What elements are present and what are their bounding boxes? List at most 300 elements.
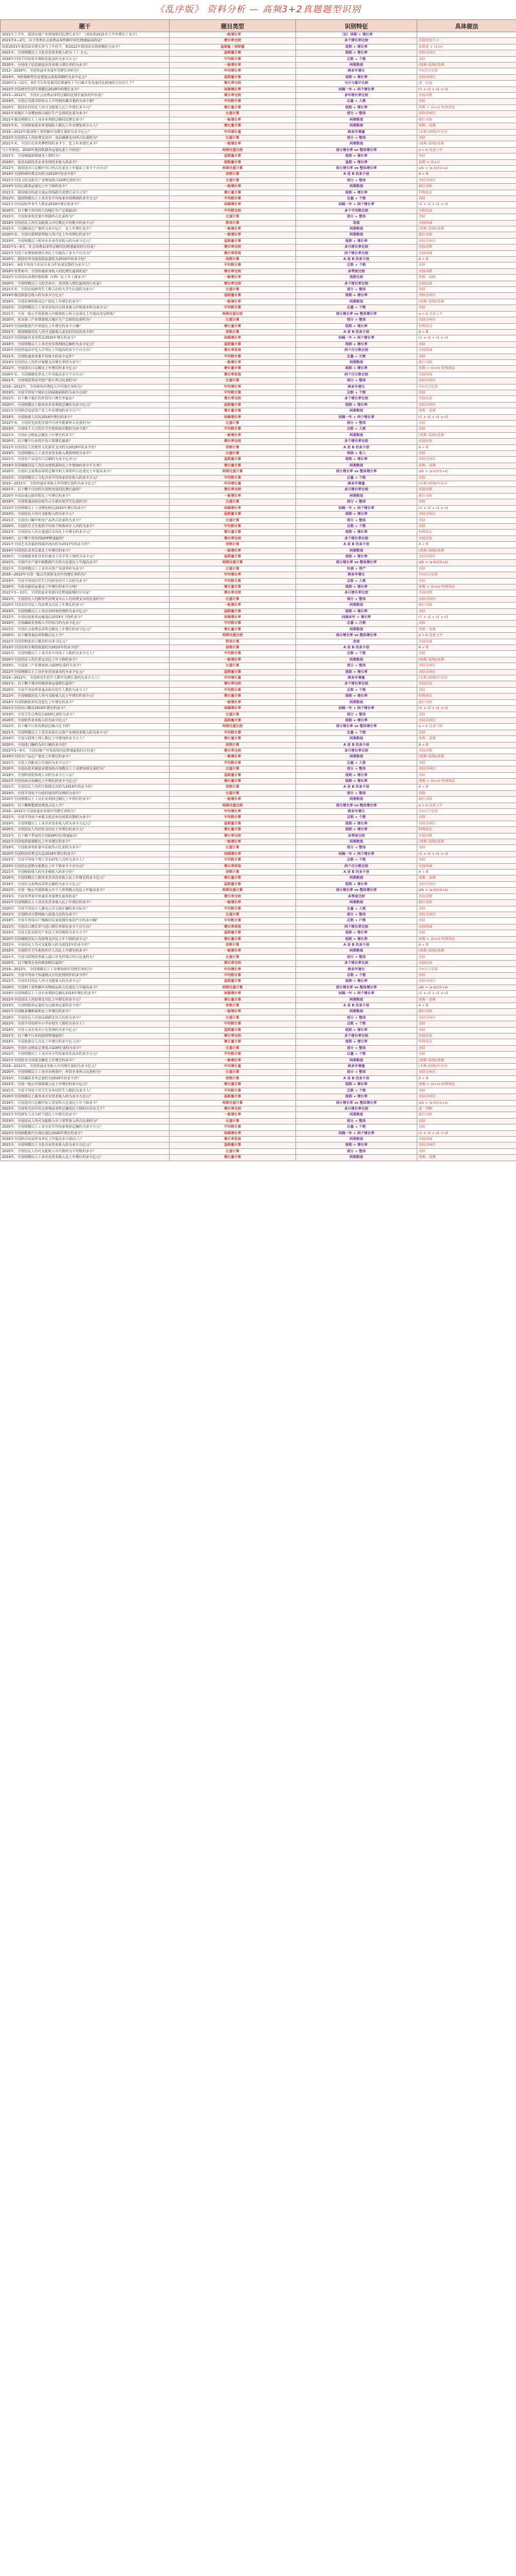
- question-cell: 2018年各季度中，全国快递业务收入同比增长最快的是？: [1, 268, 170, 274]
- feature-cell: 两期数值: [296, 603, 417, 608]
- type-cell: 增长率差值: [170, 348, 296, 354]
- question-cell: 2020年，全国高技术制造业增加值占规模以上工业增加值比重约为？: [1, 766, 170, 772]
- method-cell: 特殊值法: [417, 694, 516, 699]
- table-row: [1, 250, 516, 256]
- question-cell: 2021年，全国规模以上工业企业资产负债率约为多少？: [1, 566, 170, 572]
- type-cell: 基期量计算: [170, 979, 296, 984]
- feature-cell: 总数 ÷ 个数: [296, 263, 417, 268]
- question-cell: 2019—2021年，全国快递业务收入年均增长量约为多少亿元？: [1, 481, 170, 487]
- table-row: [1, 875, 516, 881]
- method-cell: (现期-基期)/基期: [417, 299, 516, 305]
- question-cell: 2021年，我国城市轨道交通运营线路长度增长多少公里？: [1, 190, 170, 195]
- method-cell: 直接相减: [417, 220, 516, 226]
- table-row: [1, 487, 516, 493]
- feature-cell: 多个增长率比较: [296, 439, 417, 444]
- feature-cell: 部分 ÷ 整体: [296, 378, 417, 384]
- method-cell: 直除: [417, 354, 516, 359]
- type-cell: 倍数计算: [170, 742, 296, 748]
- question-cell: 2019—2022年，全国规模以上工业增加值年均增长率约为？: [1, 966, 170, 972]
- table-row: [1, 396, 516, 402]
- table-row: [1, 997, 516, 1003]
- type-cell: 两期比重比较: [170, 311, 296, 317]
- method-cell: (现期-基期)/基期: [417, 432, 516, 438]
- type-cell: 基期量计算: [170, 821, 296, 826]
- question-cell: 2021年，全国出口增长率与进口增长率相差多少个百分点？: [1, 924, 170, 930]
- feature-cell: 现期 + 增长率: [296, 554, 417, 559]
- question-cell: 2020年全国规模以上服务业企业营业收入约为多少万亿元？: [1, 1094, 170, 1100]
- feature-cell: 间隔一年 + 两个增长率: [296, 851, 417, 857]
- table-row: [1, 651, 516, 657]
- type-cell: 间隔增长率: [170, 851, 296, 857]
- method-cell: [417, 32, 516, 38]
- type-cell: 增长量计算: [170, 936, 296, 942]
- type-cell: 增长量计算: [170, 626, 296, 632]
- feature-cell: 现期 + 增长率: [296, 1082, 417, 1088]
- table-row: [1, 626, 516, 632]
- table-row: [1, 778, 516, 784]
- table-row: [1, 1148, 516, 1154]
- method-cell: 直除首两位: [417, 881, 516, 887]
- question-cell: 2022年，以下哪个行业的利润总额占比下降？: [1, 724, 170, 730]
- table-row: [1, 694, 516, 699]
- method-cell: 直除: [417, 621, 516, 626]
- question-cell: 2020年1—12月，A省当月发电量同比增速快于当月累计发电量同比增速的月份有几个？: [1, 81, 170, 86]
- type-cell: 一般增长率: [170, 184, 296, 190]
- table-row: [1, 912, 516, 917]
- table-row: [1, 195, 516, 201]
- feature-cell: 现期 + 增长率: [296, 1094, 417, 1100]
- method-cell: 截位直除: [417, 493, 516, 499]
- method-cell: 直除首两位: [417, 821, 516, 826]
- table-row: [1, 1021, 516, 1027]
- table-row: [1, 1143, 516, 1148]
- feature-cell: 两期数值: [296, 699, 417, 705]
- question-cell: 2022年，以下哪个季度的全国GDP同比增速最高？: [1, 833, 170, 839]
- question-cell: 2022年，全国汽车产量中新能源汽车所占比重比上年提高多少？: [1, 560, 170, 566]
- type-cell: 比重计算: [170, 1148, 296, 1154]
- table-row: [1, 257, 516, 263]
- type-cell: 增长量计算: [170, 827, 296, 833]
- feature-cell: A 是 B 的多少倍: [296, 870, 417, 875]
- feature-cell: 现期 + 增长率: [296, 402, 417, 408]
- feature-cell: 总数 ÷ 个数: [296, 390, 417, 395]
- feature-cell: 间隔一年 + 两个增长率: [296, 706, 417, 712]
- table-row: [1, 190, 516, 195]
- table-row: [1, 123, 516, 129]
- table-row: [1, 742, 516, 748]
- method-cell: 直除: [417, 517, 516, 523]
- table-row: [1, 942, 516, 948]
- type-cell: 平均数计算: [170, 918, 296, 924]
- method-cell: 直除首两位: [417, 596, 516, 602]
- type-cell: 两期比重计算: [170, 165, 296, 171]
- method-cell: 直除: [417, 390, 516, 395]
- table-row: [1, 784, 516, 790]
- table-row: [1, 99, 516, 105]
- question-cell: 2020年，全国规模以上服务业企业营业收入比上年增长约多少亿元？: [1, 875, 170, 881]
- type-cell: 增长率比较: [170, 681, 296, 687]
- question-cell: 2019年，全国规模以上工业企业营业收入约为多少万亿元？: [1, 821, 170, 826]
- method-cell: 直除: [417, 475, 516, 481]
- feature-cell: 现期 + 增长率: [296, 238, 417, 244]
- method-cell: 特殊值法: [417, 530, 516, 535]
- feature-cell: 现期 + 增长率: [296, 1143, 417, 1148]
- feature-cell: 两期数值: [296, 232, 417, 238]
- table-row: [1, 129, 516, 135]
- type-cell: 增长率比较: [170, 38, 296, 44]
- method-cell: 直接相减: [417, 1136, 516, 1142]
- feature-cell: A 是 B 的多少倍: [296, 329, 417, 335]
- question-cell: 2021年全国技术合同成交额比上年增长约多少？: [1, 1057, 170, 1063]
- question-cell: 2020年，全国电子信息制造业营业收入增长率约为多少？: [1, 63, 170, 68]
- table-row: [1, 930, 516, 936]
- question-cell: 2022年全国规模以上工业企业营业成本约为多少亿元？: [1, 669, 170, 675]
- table-row: [1, 1039, 516, 1045]
- type-cell: 增长率差值: [170, 863, 296, 869]
- feature-cell: 部分 ÷ 整体: [296, 177, 417, 183]
- table-row: [1, 390, 516, 395]
- question-cell: 2018年全国城镇居民人均住房建筑面积比上年增加约多少平方米？: [1, 463, 170, 468]
- type-cell: 基期量计算: [170, 881, 296, 887]
- question-cell: 2022年，我国进出口总额中出口所占比重比上年提高了多少个百分点？: [1, 165, 170, 171]
- method-cell: A ÷ B: [417, 870, 516, 875]
- question-cell: 2019年全国发明专利授权量约为2015年的多少倍？: [1, 645, 170, 651]
- table-row: [1, 603, 516, 608]
- type-cell: 增长量计算: [170, 997, 296, 1003]
- table-row: [1, 341, 516, 347]
- feature-cell: 多季度比较: [296, 268, 417, 274]
- method-cell: 直除: [417, 421, 516, 426]
- method-cell: (现期-基期)/基期: [417, 657, 516, 663]
- table-row: [1, 147, 516, 153]
- method-cell: 开n次方估算: [417, 966, 516, 972]
- feature-cell: 两期数值: [296, 463, 417, 468]
- type-cell: 基期量计算: [170, 1094, 296, 1100]
- question-cell: 2021年全国文化及相关产业增加值占GDP比重约为？: [1, 177, 170, 183]
- method-cell: 直除: [417, 426, 516, 432]
- method-cell: a > b 比重上升: [417, 311, 516, 317]
- type-cell: 间隔增长率: [170, 414, 296, 420]
- question-cell: 2021年，全国农产品进出口总额约为多少亿美元？: [1, 457, 170, 463]
- feature-cell: 总量 ÷ 个数: [296, 305, 417, 311]
- feature-cell: 现期 + 增长率: [296, 74, 417, 80]
- method-cell: 直除: [417, 499, 516, 505]
- table-row: [1, 512, 516, 517]
- method-cell: a/b × (a-b)/(1+a): [417, 888, 516, 894]
- table-row: [1, 56, 516, 62]
- feature-cell: 总量 ÷ 个数: [296, 730, 417, 735]
- method-cell: 直除首两位: [417, 912, 516, 917]
- feature-cell: 现期 + 增长率: [296, 778, 417, 784]
- method-cell: 直接读数: [417, 590, 516, 596]
- method-cell: 直除: [417, 760, 516, 766]
- question-cell: 2022年，全国旅客发送量中铁路所占比重约为？: [1, 214, 170, 220]
- table-row: [1, 86, 516, 92]
- question-cell: 2013—2022年，全国社会消费品零售总额同比增长最快的年份是？: [1, 93, 170, 99]
- table-row: [1, 432, 516, 438]
- table-row: [1, 827, 516, 833]
- feature-cell: 现期 + 增长率: [296, 457, 417, 463]
- table-row: [1, 815, 516, 821]
- question-cell: 2019年全国科研经费支出约为2010年的多少倍？: [1, 172, 170, 177]
- question-cell: 2021年，我国城镇居民人均可支配收入是农村居民的多少倍？: [1, 329, 170, 335]
- question-cell: 2021年全国工业增加值增长率比上年提高了多少个百分点？: [1, 250, 170, 256]
- type-cell: 倍数计算: [170, 1075, 296, 1081]
- question-cell: 2021年全国研发人员全时当量比上年增长约多少？: [1, 1112, 170, 1118]
- type-cell: 平均数计算: [170, 621, 296, 626]
- type-cell: 基期量计算: [170, 1027, 296, 1033]
- table-row: [1, 657, 516, 663]
- method-cell: 直除: [417, 815, 516, 821]
- type-cell: 比重计算: [170, 596, 296, 602]
- question-cell: 2021年末，全国在校研究生人数占在校大学生比重约为多少？: [1, 287, 170, 293]
- table-row: [1, 208, 516, 214]
- type-cell: 平均数计算: [170, 475, 296, 481]
- method-cell: 直除: [417, 99, 516, 105]
- table-row: [1, 1057, 516, 1063]
- type-cell: 基期量计算: [170, 1143, 296, 1148]
- type-cell: 倍数计算: [170, 942, 296, 948]
- table-row: [1, 918, 516, 924]
- type-cell: 间隔增长率: [170, 991, 296, 997]
- question-cell: 2022年全国铁路营业里程比2020年增长约多少？: [1, 335, 170, 341]
- method-cell: 直接读数: [417, 245, 516, 250]
- feature-cell: 现期 + 增长率: [296, 44, 417, 50]
- feature-cell: 部分 ÷ 整体: [296, 912, 417, 917]
- method-cell: 特殊值法: [417, 1039, 516, 1045]
- method-cell: 直除首两位: [417, 766, 516, 772]
- type-cell: 一般增长率: [170, 117, 296, 123]
- method-cell: 直除: [417, 135, 516, 141]
- table-row: [1, 402, 516, 408]
- feature-cell: 部分增长率 vs 整体增长率: [296, 147, 417, 153]
- table-row: [1, 972, 516, 978]
- type-cell: 比重计算: [170, 566, 296, 572]
- question-cell: 2020年，以下哪类企业的利润增长最快？: [1, 961, 170, 966]
- feature-cell: 两期数值: [296, 1009, 417, 1015]
- type-cell: 比重计算: [170, 499, 296, 505]
- table-row: [1, 439, 516, 444]
- question-cell: 2022年全国货物进出口顺差约为多少亿元？: [1, 639, 170, 644]
- type-cell: 间隔增长率: [170, 335, 296, 341]
- feature-cell: 部分 ÷ 整体: [296, 596, 417, 602]
- feature-cell: A 是 B 的多少倍: [296, 444, 417, 450]
- feature-cell: 总量 ÷ 人数: [296, 99, 417, 105]
- method-cell: 现期 - 基期: [417, 123, 516, 129]
- feature-cell: 间隔一年 + 两个增长率: [296, 505, 417, 511]
- type-cell: 增长率比较: [170, 961, 296, 966]
- method-cell: (现期-基期)/基期: [417, 754, 516, 760]
- type-cell: 一般增长率: [170, 226, 296, 232]
- question-cell: 2018年，全国工业企业出口交货值约为多少亿元？: [1, 1027, 170, 1033]
- type-cell: 比重计算: [170, 378, 296, 384]
- feature-cell: 现期 + 增长率: [296, 608, 417, 614]
- question-cell: 2022年全国居民人均消费支出比上年增长约多少元？: [1, 997, 170, 1003]
- question-cell: 2020年，全国软件业务收入约为多少亿元？: [1, 717, 170, 723]
- question-cell: 与上年相比，2020年我国铁路货运量比重上升的是？: [1, 147, 170, 153]
- method-cell: 直接比较: [417, 281, 516, 286]
- feature-cell: 多个增长率比较: [296, 281, 417, 286]
- question-cell: 2018年，全国规模以上工业企业实现利润总额约为多少亿元？: [1, 341, 170, 347]
- method-cell: 直除: [417, 214, 516, 220]
- method-cell: 截位直除: [417, 359, 516, 365]
- type-cell: 基期量计算: [170, 154, 296, 159]
- table-row: [1, 699, 516, 705]
- method-cell: (现期-基期)/基期: [417, 141, 516, 147]
- table-row: [1, 172, 516, 177]
- question-cell: 2022年，以下哪种能源消费量占比上升？: [1, 803, 170, 808]
- question-cell: 2019年，全国铁路客运量约为公路客运量的多少倍？: [1, 1003, 170, 1009]
- feature-cell: 跨多年增长: [296, 809, 417, 815]
- type-cell: 比重计算: [170, 135, 296, 141]
- type-cell: 倍数计算: [170, 784, 296, 790]
- question-cell: 2018年，全国社会消费品零售总额约为多少万亿元？: [1, 881, 170, 887]
- table-row: [1, 1118, 516, 1124]
- table-row: [1, 1155, 516, 1161]
- method-cell: 开n次方估算: [417, 68, 516, 74]
- feature-cell: 间隔一年 + 两个增长率: [296, 202, 417, 208]
- question-cell: 2021年末，全国参加基本养老保险人数比上年末增加多少万人？: [1, 123, 170, 129]
- method-cell: a < b 比重下降: [417, 724, 516, 730]
- table-row: [1, 141, 516, 147]
- question-cell: 2020年，全国居民人均可支配收入中位数约为平均数的多少？: [1, 1148, 170, 1154]
- feature-cell: 两个增长率比较: [296, 250, 417, 256]
- feature-cell: 跨多年增长: [296, 572, 417, 578]
- type-cell: 增长率差值: [170, 372, 296, 377]
- feature-cell: 多个增长率比较: [296, 535, 417, 541]
- type-cell: 比重计算: [170, 451, 296, 457]
- feature-cell: 两期数值: [296, 493, 417, 499]
- table-row: [1, 457, 516, 463]
- table-row: [1, 184, 516, 190]
- feature-cell: （加）两期 + 增长率: [296, 32, 417, 38]
- type-cell: 增长量计算: [170, 1155, 296, 1161]
- method-cell: 直接比较: [417, 681, 516, 687]
- table-row: [1, 463, 516, 468]
- table-row: [1, 63, 516, 68]
- type-cell: 增长率比较: [170, 245, 296, 250]
- type-cell: 倍数计算: [170, 645, 296, 651]
- method-cell: 现期 ÷ (1+n) 特殊值法: [417, 105, 516, 110]
- feature-cell: 两期数值: [296, 754, 417, 760]
- type-cell: 增长率比较: [170, 748, 296, 754]
- type-cell: 平均数计算: [170, 1088, 296, 1093]
- feature-cell: 跨多年增量: [296, 481, 417, 487]
- table-row: [1, 226, 516, 232]
- method-cell: 直除: [417, 1088, 516, 1093]
- feature-cell: 部分 ÷ 整体: [296, 663, 417, 669]
- feature-cell: 基期 + 增长率: [296, 159, 417, 165]
- type-cell: 平均数计算: [170, 972, 296, 978]
- table-row: [1, 584, 516, 590]
- method-cell: 现期 - 基期: [417, 875, 516, 881]
- question-cell: 2022年，以下哪个地区的外贸出口增长率最高？: [1, 396, 170, 402]
- table-row: [1, 220, 516, 226]
- method-cell: 直除: [417, 523, 516, 529]
- type-cell: 增长量计算: [170, 736, 296, 742]
- method-cell: (末期-初期)/年份差: [417, 481, 516, 487]
- type-cell: 倍数计算: [170, 1003, 296, 1009]
- question-cell: 2022年，全国居民人均交通通信支出比上年增长约多少元？: [1, 530, 170, 535]
- feature-cell: 总量 ÷ 月数: [296, 621, 417, 626]
- question-cell: 2020年，以下哪类商品零售额占比上升？: [1, 633, 170, 639]
- question-cell: 2022年，全国一般公共预算收入中个人所得税占比比上年提高多少？: [1, 888, 170, 894]
- question-cell: 2022年，全国平均每个规上企业研发人员约为多少人？: [1, 857, 170, 863]
- feature-cell: 部分 ÷ 整体: [296, 517, 417, 523]
- type-cell: 增长量计算: [170, 323, 296, 329]
- table-row: [1, 299, 516, 305]
- method-cell: 直除: [417, 1124, 516, 1130]
- table-row: [1, 833, 516, 839]
- method-cell: 直接读数: [417, 268, 516, 274]
- question-cell: 2022年全国居民消费价格指数（CPI）比上年上涨多少？: [1, 275, 170, 281]
- type-cell: 基期量计算: [170, 341, 296, 347]
- feature-cell: 两期数值: [296, 123, 417, 129]
- method-cell: 直除首两位: [417, 1094, 516, 1100]
- question-cell: 2020年，全国社会消费品零售总额中网上零售所占比重比上年提高多少？: [1, 469, 170, 475]
- table-row: [1, 1106, 516, 1112]
- table-row: [1, 790, 516, 796]
- type-cell: 年均增长率: [170, 572, 296, 578]
- type-cell: 增长率比较: [170, 1033, 296, 1039]
- question-cell: 2018年，全国科技馆参观人次约为多少万人次？: [1, 772, 170, 778]
- type-cell: 一般增长率: [170, 141, 296, 147]
- feature-cell: 部分 ÷ 整体: [296, 1015, 417, 1021]
- table-row: [1, 706, 516, 712]
- feature-cell: 现期 + 增长率: [296, 1027, 417, 1033]
- method-cell: 开n次方估算: [417, 809, 516, 815]
- method-cell: a/b × (a-b)/(1+a): [417, 165, 516, 171]
- type-cell: 增长量计算: [170, 190, 296, 195]
- type-cell: 增长量计算: [170, 366, 296, 372]
- feature-cell: 总数 ÷ 个数: [296, 1021, 417, 1027]
- method-cell: 直接读数: [417, 894, 516, 899]
- feature-cell: 多个增长率比较: [296, 396, 417, 402]
- table-row: [1, 81, 516, 86]
- table-row: [1, 263, 516, 268]
- feature-cell: 当月与累计比较: [296, 81, 417, 86]
- table-row: [1, 542, 516, 548]
- type-cell: 基期量计算: [170, 554, 296, 559]
- question-cell: 2022年，全国一般公共预算收入比上年增长约多少亿元？: [1, 1082, 170, 1088]
- method-cell: 直除首两位: [417, 717, 516, 723]
- method-cell: 直除: [417, 578, 516, 584]
- method-cell: 直除首两位: [417, 669, 516, 675]
- type-cell: 间隔增长率: [170, 86, 296, 92]
- question-cell: 2022年，全国居民人均可支配收入约为2012年的多少倍？: [1, 942, 170, 948]
- method-cell: 直除: [417, 930, 516, 936]
- header-method: 具体做法: [417, 20, 516, 32]
- feature-cell: 部分增长率 vs 整体增长率: [296, 1100, 417, 1106]
- table-row: [1, 560, 516, 566]
- table-row: [1, 335, 516, 341]
- question-cell: 2018年，全国旅客周转量中民航所占比重约为多少？: [1, 845, 170, 851]
- question-cell: 2012—2020年，全国快递业务量年均增长率约为？: [1, 68, 170, 74]
- table-row: [1, 268, 516, 274]
- type-cell: 比重计算: [170, 111, 296, 117]
- feature-cell: 间隔多年 + 增长率: [296, 615, 417, 621]
- question-cell: 2020年全国科技经费支出比2018年增长约多少？: [1, 851, 170, 857]
- type-cell: 间隔增长率: [170, 202, 296, 208]
- feature-cell: 多个增长率比较: [296, 1033, 417, 1039]
- feature-cell: 总量 ÷ 个数: [296, 1052, 417, 1057]
- type-cell: 两期比重计算: [170, 888, 296, 894]
- feature-cell: 两期数值: [296, 948, 417, 954]
- type-cell: 倍数计算: [170, 542, 296, 548]
- feature-cell: 部分 ÷ 整体: [296, 317, 417, 323]
- table-row: [1, 93, 516, 99]
- table-row: [1, 287, 516, 293]
